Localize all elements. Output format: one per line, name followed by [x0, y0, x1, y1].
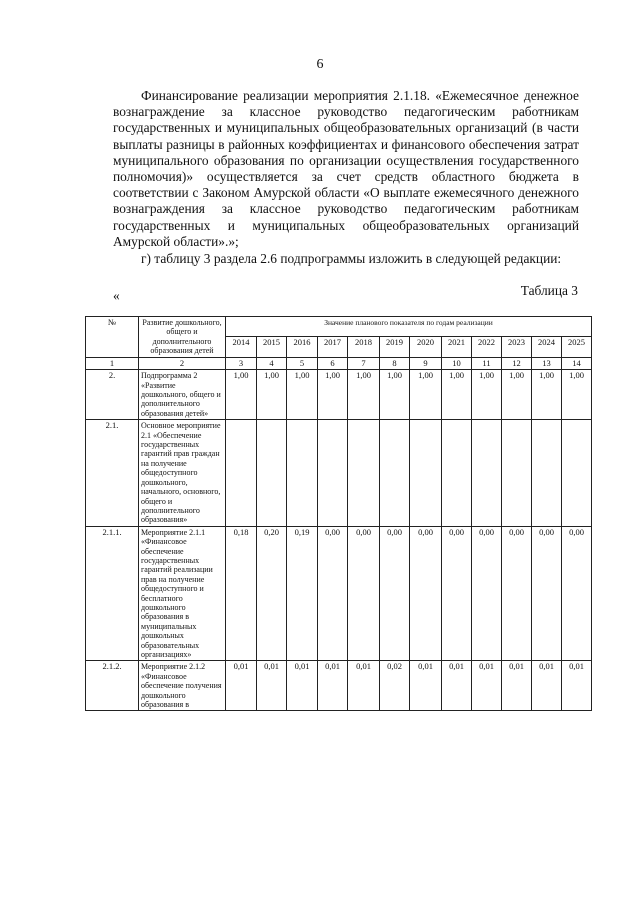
year-header-cell: 2018 [348, 337, 380, 357]
value-cell: 0,20 [257, 526, 287, 661]
row-name-cell: Мероприятие 2.1.1 «Финансовое обеспечение государственных гарантий реализации прав на получение общедоступного и бесплатного дошкольного образования в муниципальных дошкольных образовательных организациях» [139, 526, 226, 661]
value-cell: 0,02 [380, 661, 410, 711]
table-column-numbers-row [86, 357, 592, 370]
year-header-cell: 2019 [380, 337, 410, 357]
table-row [86, 420, 592, 526]
column-number-cell: 5 [287, 357, 318, 370]
paragraph-table-instruction: г) таблицу 3 раздела 2.6 подпрограммы изложить в следующей редакции: [141, 251, 562, 267]
value-cell: 0,00 [532, 526, 562, 661]
column-number-cell: 7 [348, 357, 380, 370]
table-row [86, 370, 592, 420]
column-number-cell: 2 [139, 357, 226, 370]
value-cell [442, 420, 472, 526]
year-header-cell: 2014 [226, 337, 257, 357]
column-number-cell: 1 [86, 357, 139, 370]
indicator-table [85, 316, 592, 711]
value-cell: 0,00 [380, 526, 410, 661]
paragraph-funding: Финансирование реализации мероприятия 2.1.18. «Ежемесячное денежное вознаграждение за классное руководство педагогическим работникам государственных и муниципальных общеобразовательных организаций (в части выплаты разницы в районных коэффициентах и финансового обеспечения затрат муниципального образования по организации осуществления государственного полномочия)» осуществляется за счет средств областного бюджета в соответствии с Законом Амурской области «О выплате ежемесячного денежного вознаграждения за классное руководство педагогическим работникам государственных и муниципальных общеобразовательных организаций Амурской области».»; [113, 88, 579, 249]
value-cell [472, 420, 502, 526]
year-header-cell: 2017 [318, 337, 348, 357]
column-number-cell: 13 [532, 357, 562, 370]
column-number-cell: 12 [502, 357, 532, 370]
value-cell: 0,01 [442, 661, 472, 711]
column-number-cell: 6 [318, 357, 348, 370]
value-cell: 1,00 [318, 370, 348, 420]
value-cell [348, 420, 380, 526]
value-cell [562, 420, 592, 526]
value-cell: 0,01 [348, 661, 380, 711]
table-header-row [86, 317, 592, 337]
value-cell [410, 420, 442, 526]
header-name: Развитие дошкольного, общего и дополнительного образования детей [139, 317, 226, 358]
value-cell: 0,01 [318, 661, 348, 711]
value-cell: 1,00 [532, 370, 562, 420]
value-cell: 0,01 [562, 661, 592, 711]
value-cell [257, 420, 287, 526]
value-cell: 1,00 [226, 370, 257, 420]
row-name-cell: Основное мероприятие 2.1 «Обеспечение государственных гарантий прав граждан на получение общедоступного дошкольного, начального, основного, общего и дополнительного образования» [139, 420, 226, 526]
value-cell [532, 420, 562, 526]
row-number-cell: 2.1. [86, 420, 139, 526]
value-cell: 0,19 [287, 526, 318, 661]
value-cell: 1,00 [380, 370, 410, 420]
table-row [86, 526, 592, 661]
year-header-cell: 2025 [562, 337, 592, 357]
value-cell [502, 420, 532, 526]
row-number-cell: 2. [86, 370, 139, 420]
value-cell [287, 420, 318, 526]
row-name-cell: Подпрограмма 2 «Развитие дошкольного, общего и дополнительного образования детей» [139, 370, 226, 420]
value-cell: 0,00 [562, 526, 592, 661]
value-cell: 0,00 [410, 526, 442, 661]
column-number-cell: 10 [442, 357, 472, 370]
column-number-cell: 14 [562, 357, 592, 370]
value-cell: 0,01 [226, 661, 257, 711]
value-cell: 0,00 [442, 526, 472, 661]
value-cell: 0,01 [410, 661, 442, 711]
row-number-cell: 2.1.2. [86, 661, 139, 711]
value-cell: 0,01 [257, 661, 287, 711]
value-cell: 0,18 [226, 526, 257, 661]
year-header-cell: 2015 [257, 337, 287, 357]
column-number-cell: 4 [257, 357, 287, 370]
column-number-cell: 11 [472, 357, 502, 370]
table-body [86, 370, 592, 711]
value-cell: 1,00 [562, 370, 592, 420]
value-cell: 1,00 [287, 370, 318, 420]
row-name-cell: Мероприятие 2.1.2 «Финансовое обеспечение получения дошкольного образования в [139, 661, 226, 711]
value-cell [318, 420, 348, 526]
column-number-cell: 9 [410, 357, 442, 370]
year-header-cell: 2023 [502, 337, 532, 357]
value-cell: 0,00 [502, 526, 532, 661]
year-header-cell: 2020 [410, 337, 442, 357]
value-cell: 1,00 [442, 370, 472, 420]
value-cell: 0,01 [472, 661, 502, 711]
year-header-cell: 2021 [442, 337, 472, 357]
value-cell: 0,01 [287, 661, 318, 711]
opening-quote: « [113, 288, 120, 303]
value-cell: 0,00 [348, 526, 380, 661]
year-header-cell: 2024 [532, 337, 562, 357]
header-years-group: Значение планового показателя по годам реализации [226, 317, 592, 337]
year-header-cell: 2022 [472, 337, 502, 357]
value-cell: 1,00 [257, 370, 287, 420]
value-cell: 0,00 [472, 526, 502, 661]
column-number-cell: 3 [226, 357, 257, 370]
table-caption: Таблица 3 [520, 283, 578, 298]
column-number-cell: 8 [380, 357, 410, 370]
value-cell: 1,00 [410, 370, 442, 420]
value-cell [226, 420, 257, 526]
value-cell: 0,01 [532, 661, 562, 711]
table-row [86, 661, 592, 711]
value-cell: 1,00 [472, 370, 502, 420]
value-cell: 0,01 [502, 661, 532, 711]
header-no: № [86, 317, 139, 358]
value-cell: 1,00 [348, 370, 380, 420]
value-cell [380, 420, 410, 526]
body-text [113, 88, 579, 267]
value-cell: 0,00 [318, 526, 348, 661]
year-header-cell: 2016 [287, 337, 318, 357]
row-number-cell: 2.1.1. [86, 526, 139, 661]
value-cell: 1,00 [502, 370, 532, 420]
page-number: 6 [316, 57, 324, 72]
